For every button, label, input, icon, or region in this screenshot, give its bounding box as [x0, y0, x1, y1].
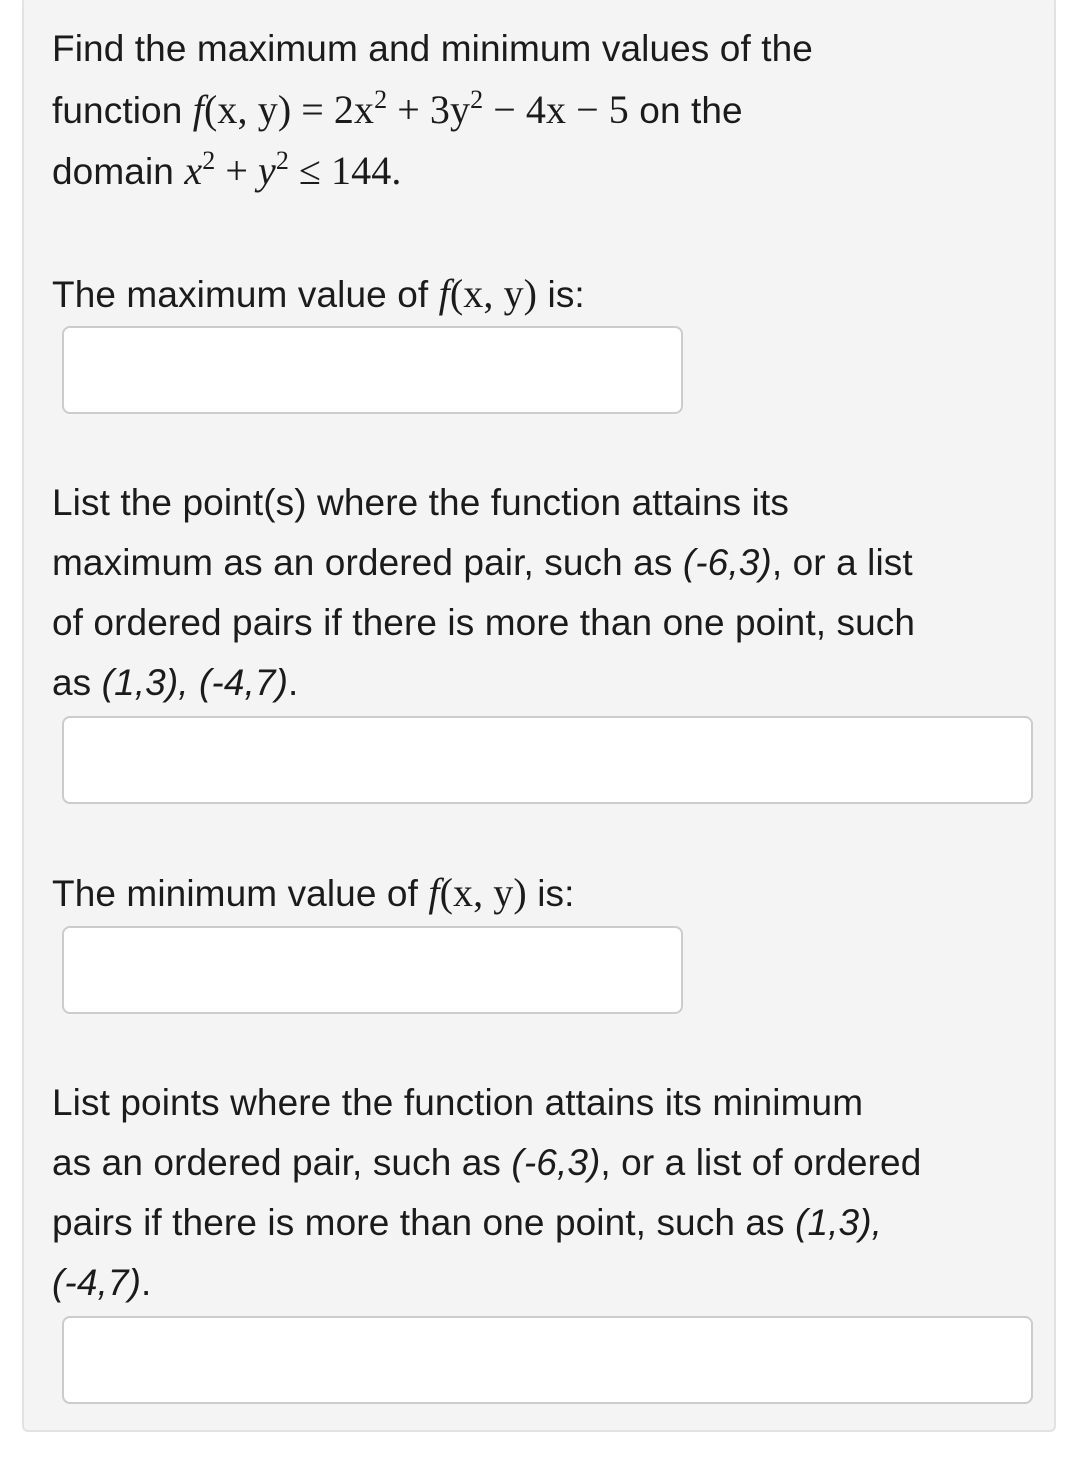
max-points-line-2: maximum as an ordered pair, such as (-6,3), or a list	[52, 542, 913, 583]
min-points-line-4: (-4,7).	[52, 1262, 152, 1303]
problem-line-2-tail: on the	[639, 90, 743, 131]
min-function-notation: f(x, y)	[428, 870, 527, 915]
max-points-input[interactable]	[62, 716, 1033, 804]
example-pair: (-4,7)	[52, 1262, 141, 1303]
max-points-line-4: as (1,3), (-4,7).	[52, 662, 299, 703]
min-points-line-3: pairs if there is more than one point, such as (1,3),	[52, 1202, 883, 1243]
problem-line-2-lead: function	[52, 90, 183, 131]
min-points-line-2: as an ordered pair, such as (-6,3), or a list of ordered	[52, 1142, 922, 1183]
example-pair: (-6,3)	[511, 1142, 601, 1183]
max-value-label: The maximum value of f(x, y) is:	[52, 271, 585, 316]
example-pair-list: (1,3), (-4,7)	[101, 662, 289, 703]
max-points-line-3: of ordered pairs if there is more than one point, such	[52, 602, 916, 643]
min-points-line-1: List points where the function attains its minimum	[52, 1082, 864, 1123]
domain-expression: $x^2 + y^2 \le 144$.	[184, 146, 402, 193]
problem-line-2	[52, 80, 743, 141]
problem-line-1: Find the maximum and minimum values of the	[52, 28, 813, 69]
max-points-line-1: List the point(s) where the function attains its	[52, 482, 789, 523]
min-value-input[interactable]	[62, 926, 683, 1014]
function-expression: f(x, $y) = 2x^2 + 3y^2 - 4x - 5$	[192, 85, 629, 132]
min-points-input[interactable]	[62, 1316, 1033, 1404]
min-value-label: The minimum value of f(x, y) is:	[52, 870, 575, 915]
max-value-input[interactable]	[62, 326, 683, 414]
problem-line-3-lead: domain	[52, 151, 174, 192]
problem-line-3	[52, 141, 401, 202]
max-function-notation: f(x, y)	[438, 271, 538, 316]
example-pair: (1,3),	[795, 1202, 883, 1243]
example-pair: (-6,3)	[682, 542, 772, 583]
